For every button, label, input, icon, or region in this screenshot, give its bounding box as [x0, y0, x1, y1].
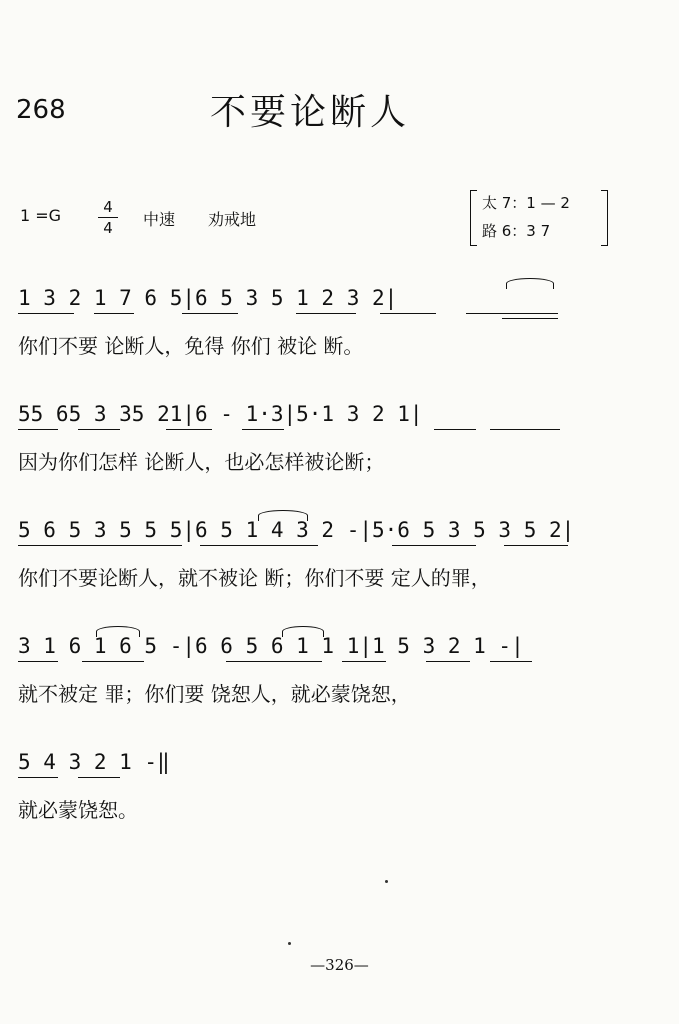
beam-underline — [342, 661, 386, 662]
beam-underline — [490, 661, 532, 662]
expression-marking: 劝戒地 — [208, 210, 257, 229]
scripture-reference: 路 6：3 7 — [482, 222, 551, 240]
beam-underline — [82, 661, 144, 662]
beam-underline — [380, 313, 436, 314]
beam-underline — [296, 313, 356, 314]
beam-underline — [434, 429, 476, 430]
right-bracket — [601, 190, 608, 246]
lyrics-line-4: 就不被定 罪；你们要 饶恕人，就必蒙饶恕， — [18, 682, 411, 706]
beam-underline — [182, 313, 238, 314]
notation-line-5: 5 4 3 2 1 -‖ — [18, 750, 170, 774]
scripture-reference: 太 7：1 — 2 — [482, 194, 570, 212]
scripture-references — [470, 190, 608, 246]
key-signature: 1 =G — [20, 206, 62, 225]
print-speck — [288, 942, 291, 945]
tie-arc — [282, 626, 324, 637]
beam-underline-double — [502, 318, 558, 319]
beam-underline — [490, 429, 560, 430]
notation-line-4: 3 1 6 1 6 5 -|6 6 5 6 1 1 1|1 5 3 2 1 -| — [18, 634, 524, 658]
beam-underline — [18, 545, 182, 546]
left-bracket — [470, 190, 477, 246]
print-speck — [385, 880, 388, 883]
hymn-number: 268 — [16, 95, 66, 125]
lyrics-line-1: 你们不要 论断人，免得 你们 被论 断。 — [18, 334, 364, 358]
beam-underline — [94, 313, 134, 314]
beam-underline — [504, 545, 568, 546]
beam-underline — [18, 661, 58, 662]
beam-underline — [78, 429, 120, 430]
lyrics-line-2: 因为你们怎样 论断人，也必怎样被论断； — [18, 450, 385, 474]
beam-underline — [166, 429, 212, 430]
notation-line-3: 5 6 5 3 5 5 5|6 5 1 4 3 2 -|5·6 5 3 5 3 5 2| — [18, 518, 575, 542]
time-signature-bar — [98, 217, 118, 218]
notation-line-1: 1 3 2 1 7 6 5|6 5 3 5 1 2 3 2| — [18, 286, 398, 310]
beam-underline — [18, 429, 58, 430]
hymn-title: 不要论断人 — [210, 92, 411, 133]
time-signature-top: 4 — [103, 198, 113, 216]
beam-underline — [78, 777, 120, 778]
beam-underline — [242, 429, 284, 430]
notation-line-2: 55 65 3 35 21|6 - 1·3|5·1 3 2 1| — [18, 402, 423, 426]
page-number: —326— — [310, 956, 369, 974]
time-signature — [98, 198, 118, 237]
tie-arc — [96, 626, 140, 637]
tempo-marking: 中速 — [143, 210, 176, 229]
lyrics-line-5: 就必蒙饶恕。 — [18, 798, 138, 822]
lyrics-line-3: 你们不要论断人，就不被论 断；你们不要 定人的罪， — [18, 566, 491, 590]
beam-underline — [18, 777, 58, 778]
tie-arc — [506, 278, 554, 289]
tie-arc — [258, 510, 308, 521]
beam-underline — [18, 313, 74, 314]
beam-underline — [392, 545, 476, 546]
beam-underline — [426, 661, 470, 662]
beam-underline — [466, 313, 558, 314]
beam-underline — [226, 661, 322, 662]
beam-underline — [200, 545, 318, 546]
time-signature-bottom: 4 — [103, 219, 113, 237]
